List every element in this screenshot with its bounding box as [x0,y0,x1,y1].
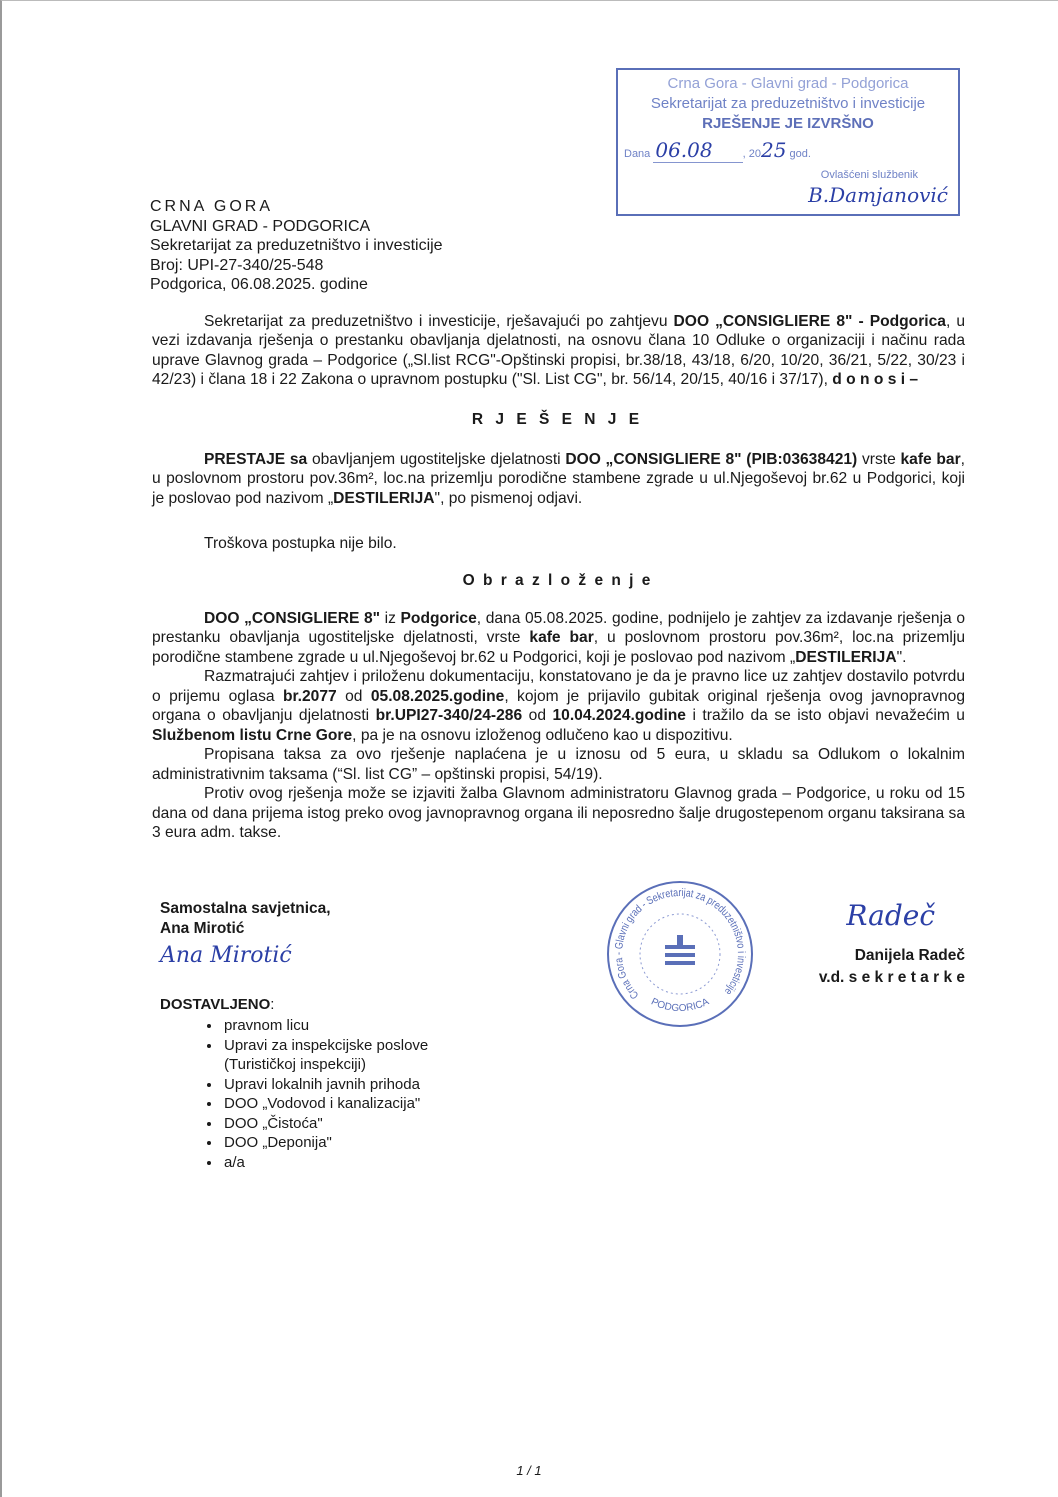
text-segment: Razmatrajući zahtjev i priloženu dokumentaciju, konstatovano je da je pravno lice uz zahtjev dostavilo potvrdu o prijemu oglasa [152,668,965,705]
stamp-year-prefix: 20 [748,148,761,160]
stamp-line-3: RJEŠENJE JE IZVRŠNO [702,115,874,132]
bold-text-segment: d o n o s i – [832,371,919,388]
bold-text-segment: kafe bar [529,629,594,646]
stamp-official-label: Ovlašćeni službenik [820,169,918,181]
decision-title: R J E Š E N J E [471,410,644,428]
right-signatory-name: Danijela Radeč [854,946,965,964]
reasoning-paragraph [152,609,965,668]
page-number: 1 / 1 [516,1463,542,1478]
list-item: • a/a [222,1153,444,1173]
bold-text-segment: DOO „CONSIGLIERE 8" [204,609,381,627]
document-header [150,197,965,295]
bold-text-segment: 05.08.2025.godine [370,687,505,705]
reasoning-paragraph [152,667,965,745]
bold-text-segment: DOO „CONSIGLIERE 8" - Podgorica [673,312,946,330]
text-segment: ", po pismenoj odjavi. [434,489,583,507]
right-signatory [819,945,965,989]
bold-text-segment: Podgorice [400,609,477,627]
seal-outer-text: Crna Gora - Glavni grad - Sekretarijat za preduzetništvo i investicije [612,886,747,1001]
decision-paragraph [152,450,965,509]
list-item: • DOO „Deponija" [222,1133,444,1153]
stamp-line-2: Sekretarijat za preduzetništvo i investicije [650,95,926,112]
bold-text-segment: PRESTAJE sa [204,450,308,468]
distribution-colon: : [270,995,275,1013]
text-segment: obavljanjem ugostiteljske djelatnosti [307,450,566,468]
enforceability-stamp [616,68,960,216]
text-segment: od [522,707,553,724]
list-item: • DOO „Vodovod i kanalizacija" [222,1094,444,1114]
bold-text-segment: DOO „CONSIGLIERE 8" (PIB:03638421) [565,450,858,468]
distribution-list [160,995,444,1173]
header-country: CRNA GORA [150,198,274,215]
bold-text-segment: DESTILERIJA [333,489,435,507]
header-city: GLAVNI GRAD - PODGORICA [150,217,371,235]
reasoning-section [152,609,965,843]
text-segment: iz [380,609,401,627]
bold-text-segment: 10.04.2024.godine [552,707,686,724]
header-office: Sekretarijat za preduzetništvo i investicije [150,237,443,254]
list-item: • Upravi lokalnih javnih prihoda [222,1075,444,1095]
text-segment: , dana 05.08.2025. godine, podnijelo je zahtjev za izdavanje rješenja o prestanku obavljanja ugostiteljske djelatnosti, vrste [152,609,965,646]
header-number: Broj: UPI-27-340/25-548 [150,256,324,274]
left-column [160,899,444,1173]
bold-text-segment: kafe bar [900,450,961,468]
list-item: • Upravi za inspekcijske poslove (Turističkoj inspekciji) [222,1036,444,1075]
text-segment: Sekretarijat za preduzetništvo i investicije, rješavajući po zahtjevu [204,312,674,330]
signature-row [150,886,965,1173]
bold-text-segment: DESTILERIJA [795,648,897,666]
text-segment: Propisana taksa za ovo rješenje naplaćena je u iznosu od 5 eura, u skladu sa Odlukom o lokalnim administrativnim taksama (“Sl. list CG” – opštinski propisi, 54/19). [152,746,965,783]
stamp-date-row: Dana 06.08 , 2025 god. [624,138,811,162]
right-signature-top: Radeč [846,898,935,932]
bold-text-segment: br.UPI27-340/24-286 [375,707,523,724]
text-segment: Protiv ovog rješenja može se izjaviti žalba Glavnom administratoru Glavnog grada – Podgorice, u roku od 15 dana od dana prijema istog preko ovog javnopravnog organa ili neposredno šalje drugostepenom organu taksirana sa 3 eura adm. takse. [152,785,965,841]
stamp-year-value: 25 [761,138,787,162]
left-signatory [160,899,444,971]
round-official-seal [605,879,755,1029]
text-segment: ". [896,648,907,666]
text-segment: i tražilo da se isto objavi nevažećim u [685,707,965,724]
stamp-date-value: 06.08 [653,138,742,163]
text-segment: , pa je na osnovu izloženog odlučeno kao u dispozitivu. [352,726,733,744]
text-segment: od [336,687,371,705]
document-body [150,197,965,1172]
text-segment: , u vezi izdavanja rješenja o prestanku obavljanja djelatnosti, na osnovu člana 10 Odluke o organizaciji i načinu rada uprave Glavnog grada – Podgorice („Sl.list RCG"-Opštinski propisi, br.38/18, 43/18, 6/20, 10/20, 36/21, 5/22, 30/23 i 42/23) i člana 18 i 22 Zakona o upravnom postupku ("Sl. List CG", br. 56/14, 20/15, 40/16 i 37/17), [152,312,965,388]
text-segment: vrste [857,450,901,468]
seal-bottom-text: PODGORICA [649,995,711,1014]
left-signatory-name: Ana Mirotić [160,919,245,937]
reasoning-paragraph [152,745,965,784]
bold-text-segment: Službenom listu Crne Gore [152,726,353,744]
list-item: • pravnom licu [222,1016,444,1036]
list-item: • DOO „Čistoća" [222,1114,444,1134]
stamp-year-suffix: god. [789,148,811,160]
right-column [605,886,965,1069]
text-segment: , kojom je prijavilo gubitak original rješenja ovog javnopravnog organa o obavljanju djelatnosti [152,687,965,724]
text-segment: , u poslovnom prostoru pov.36m², loc.na prizemlju porodične stambene zgrade u ul.Njegoševoj br.62 u Podgorici, koji je poslovao pod nazivom „ [152,450,966,507]
left-signatory-title: Samostalna savjetnica, [160,899,331,917]
right-signatory-title: v.d. s e k r e t a r k e [818,968,965,986]
stamp-signature: B.Damjanović [808,183,948,207]
header-place-date: Podgorica, 06.08.2025. godine [150,276,368,293]
costs-statement: Troškova postupka nije bilo. [204,535,397,552]
stamp-line-1: Crna Gora - Glavni grad - Podgorica [667,75,909,92]
reasoning-paragraph [152,784,965,843]
intro-paragraph [152,312,965,390]
svg-text:PODGORICA [649,996,711,1014]
bold-text-segment: br.2077 [282,687,337,705]
distribution-title: DOSTAVLJENO [160,995,271,1013]
left-signature: Ana Mirotić [160,942,292,968]
stamp-date-label: Dana [624,148,651,160]
reasoning-title: O b r a z l o ž e n j e [462,571,653,589]
text-segment: , u poslovnom prostoru pov.36m², loc.na prizemlju porodične stambene zgrade u ul.Njegoševoj br.62 u Podgorici, koji je poslovao pod nazivom „ [152,629,966,666]
seal-emblem-icon [665,935,695,965]
